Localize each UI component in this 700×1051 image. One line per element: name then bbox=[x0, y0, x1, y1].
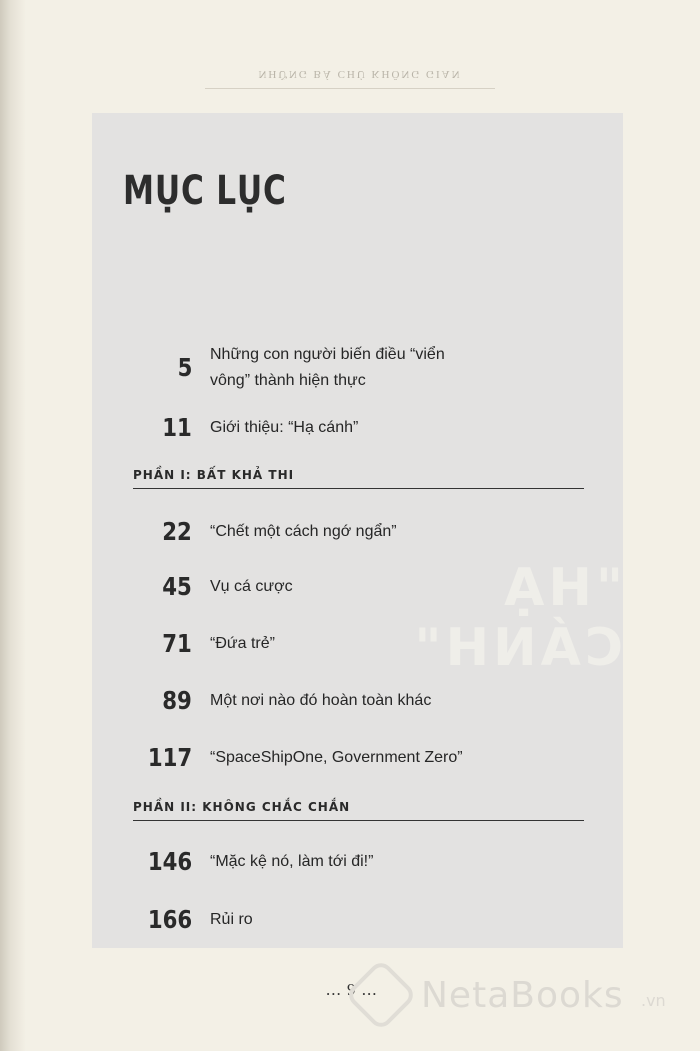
toc-entry-title: Vụ cá cược bbox=[210, 578, 293, 595]
running-head-rule bbox=[205, 88, 495, 89]
logo-mark-icon bbox=[344, 958, 418, 1032]
toc-page-number: 117 bbox=[147, 743, 192, 772]
section-heading-label: PHẦN I: BẤT KHẢ THI bbox=[133, 468, 295, 482]
toc-entry-title: Một nơi nào đó hoàn toàn khác bbox=[210, 692, 432, 709]
toc-entry-title: Rủi ro bbox=[210, 911, 253, 928]
section-heading-part-1 bbox=[133, 466, 584, 489]
toc-entry-title: Những con người biến điều “viển vông” thành hiện thực bbox=[210, 346, 445, 389]
toc-page-number: 45 bbox=[162, 572, 192, 601]
toc-page-number: 89 bbox=[162, 686, 192, 715]
watermark-brand: NetaBooks bbox=[421, 975, 624, 1016]
section-heading-part-2 bbox=[133, 798, 584, 821]
toc-title: MỤC LỤC bbox=[123, 168, 287, 214]
toc-entry-title: “Mặc kệ nó, làm tới đi!” bbox=[210, 853, 374, 870]
toc-entry[interactable] bbox=[0, 408, 700, 448]
toc-page-number: 166 bbox=[147, 905, 192, 934]
bleed-through-text: "HẠ CÁNH" bbox=[410, 558, 623, 678]
running-head: NHỮNG BÁ CHỦ KHÔNG GIAN bbox=[258, 68, 462, 80]
watermark-logo bbox=[355, 967, 685, 1027]
toc-entry[interactable] bbox=[0, 681, 700, 721]
toc-page-number: 22 bbox=[162, 517, 192, 546]
toc-entry[interactable] bbox=[0, 842, 700, 882]
toc-entry-title: Giới thiệu: “Hạ cánh” bbox=[210, 419, 359, 436]
toc-page-number: 11 bbox=[162, 413, 192, 442]
toc-entry[interactable] bbox=[0, 900, 700, 940]
toc-entry[interactable] bbox=[0, 624, 700, 664]
toc-page-number: 71 bbox=[162, 629, 192, 658]
toc-entry[interactable] bbox=[0, 567, 700, 607]
toc-entry[interactable] bbox=[0, 512, 700, 552]
watermark-suffix: .vn bbox=[641, 991, 666, 1010]
toc-page-number: 5 bbox=[177, 353, 192, 382]
section-heading-label: PHẦN II: KHÔNG CHẮC CHẮN bbox=[133, 800, 351, 814]
toc-page-number: 146 bbox=[147, 847, 192, 876]
toc-entry-title: “SpaceShipOne, Government Zero” bbox=[210, 749, 463, 766]
toc-entry-title: “Đứa trẻ” bbox=[210, 635, 275, 652]
page-number: ... 9 ... bbox=[326, 980, 378, 999]
toc-entry[interactable] bbox=[0, 348, 700, 388]
toc-entry[interactable] bbox=[0, 738, 700, 778]
toc-entry-title: “Chết một cách ngớ ngẩn” bbox=[210, 523, 397, 540]
